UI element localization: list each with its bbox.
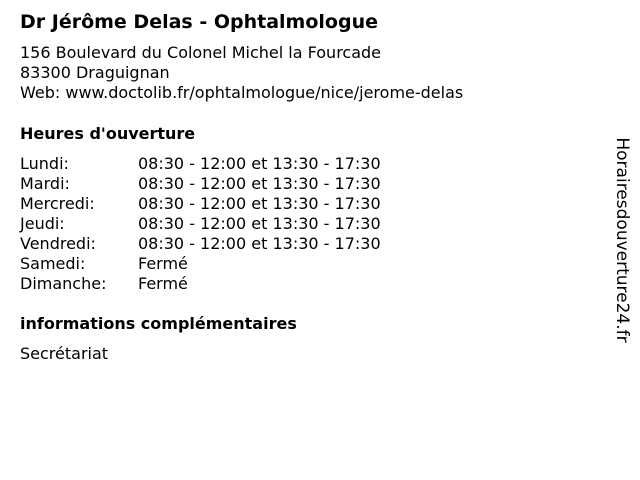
day-label: Vendredi: bbox=[20, 234, 96, 253]
day-times: Fermé bbox=[138, 274, 188, 293]
address-street: 156 Boulevard du Colonel Michel la Fourcade bbox=[20, 43, 382, 62]
address-city: 83300 Draguignan bbox=[20, 63, 170, 82]
hours-heading: Heures d'ouverture bbox=[20, 124, 196, 143]
day-times: Fermé bbox=[138, 254, 188, 273]
day-label: Dimanche: bbox=[20, 274, 107, 293]
day-label: Lundi: bbox=[20, 154, 69, 173]
day-times: 08:30 - 12:00 et 13:30 - 17:30 bbox=[138, 174, 381, 193]
day-times: 08:30 - 12:00 et 13:30 - 17:30 bbox=[138, 214, 381, 233]
address-web: Web: www.doctolib.fr/ophtalmologue/nice/jerome-delas bbox=[20, 83, 464, 102]
day-times: 08:30 - 12:00 et 13:30 - 17:30 bbox=[138, 154, 381, 173]
day-label: Jeudi: bbox=[20, 214, 65, 233]
info-heading: informations complémentaires bbox=[20, 314, 297, 333]
day-times: 08:30 - 12:00 et 13:30 - 17:30 bbox=[138, 234, 381, 253]
day-label: Mercredi: bbox=[20, 194, 95, 213]
address-block bbox=[20, 43, 463, 103]
side-brand-watermark: Horairesdouverture24.fr bbox=[612, 137, 632, 343]
day-label: Samedi: bbox=[20, 254, 86, 273]
day-times: 08:30 - 12:00 et 13:30 - 17:30 bbox=[138, 194, 381, 213]
page-title: Dr Jérôme Delas - Ophtalmologue bbox=[20, 11, 378, 33]
day-label: Mardi: bbox=[20, 174, 70, 193]
info-text: Secrétariat bbox=[20, 344, 109, 363]
